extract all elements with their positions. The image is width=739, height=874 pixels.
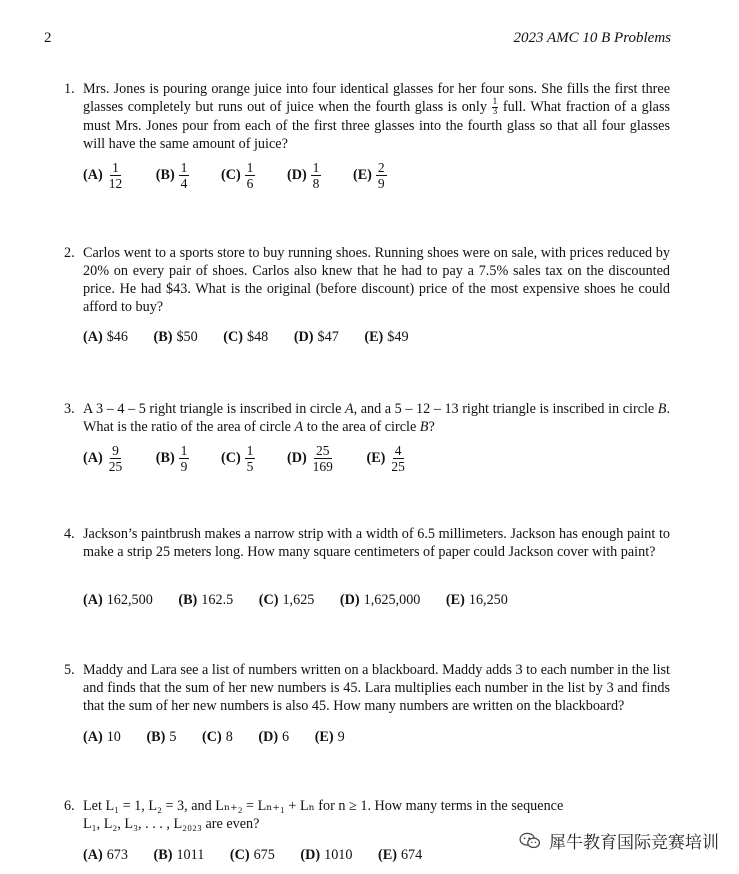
- choice-a: (A) 162,500: [83, 592, 153, 608]
- choice-a: (A) 10: [83, 729, 121, 745]
- problem-number: 2.: [64, 245, 75, 261]
- choice-a: (A) $\frac{9}{25}$: [83, 443, 123, 474]
- choice-e: (E) $\frac{2}{9}$: [352, 160, 385, 191]
- problem-text: Maddy and Lara see a list of numbers written on a blackboard. Maddy adds 3 to each number in the list and finds that the sum of her new numbers is 45. Lara multiplies each number in the list by 3 and finds that the sum of her new numbers is also 45. How many numbers are written on the blackboard?: [83, 662, 670, 714]
- problem-number: 5.: [64, 662, 75, 678]
- choice-a: (A) $46: [83, 329, 128, 345]
- problem-text: Mrs. Jones is pouring orange juice into four identical glasses for her four sons. She fills the first three glasses completely but runs out of juice when the fourth glass is only $\frac{1}{3}$ full. What fraction of a glass must Mrs. Jones pour from each of the first three glasses into the fourth glass so that all four glasses will have the same amount of juice?: [83, 81, 671, 153]
- choice-b: (B) $\frac{1}{9}$: [155, 443, 188, 474]
- choice-c: (C) $48: [223, 329, 269, 345]
- choice-c: (C) 675: [229, 847, 275, 863]
- choice-b: (B) 5: [146, 729, 177, 745]
- choice-e: (E) $49: [364, 329, 409, 345]
- problem-text: Let L₁ = 1, L₂ = 3, and Lₙ₊₂ = Lₙ₊₁ + Lₙ for n ≥ 1. How many terms in the sequence L₁, L₂, L₃, . . . , L₂₀₂₃ are even?: [83, 798, 564, 832]
- problem-text: Carlos went to a sports store to buy running shoes. Running shoes were on sale, with prices reduced by 20% on every pair of shoes. Carlos also knew that he had to pay a 7.5% sales tax on the discounted price. He had $43. What is the original (before discount) price of the most expensive shoes he could afford to buy?: [83, 245, 670, 315]
- choice-b: (B) $\frac{1}{4}$: [155, 160, 188, 191]
- choice-e: (E) $\frac{4}{25}$: [366, 443, 405, 474]
- choice-a: (A) 673: [83, 847, 128, 863]
- choice-d: (D) $\frac{25}{169}$: [286, 443, 333, 474]
- problem-number: 3.: [64, 401, 75, 417]
- page-number: 2: [44, 30, 52, 46]
- choice-e: (E) 16,250: [445, 592, 508, 608]
- problem-number: 1.: [64, 81, 75, 97]
- problem-text: A 3 – 4 – 5 right triangle is inscribed in circle A, and a 5 – 12 – 13 right triangle is inscribed in circle B. What is the ratio of the area of circle A to the area of circle B?: [83, 401, 670, 435]
- choice-b: (B) $50: [153, 329, 198, 345]
- choice-e: (E) 9: [314, 729, 345, 745]
- choice-c: (C) $\frac{1}{5}$: [220, 443, 254, 474]
- answer-choices-1: [83, 160, 415, 191]
- answer-choices-3: [83, 443, 435, 474]
- problem-2: [64, 244, 670, 316]
- problem-3: [64, 400, 670, 436]
- choice-a: (A) $\frac{1}{12}$: [83, 160, 123, 191]
- inline-fraction: $\frac{1}{3}$: [492, 97, 498, 118]
- choice-d: (D) 1,625,000: [339, 592, 421, 608]
- choice-d: (D) $47: [293, 329, 339, 345]
- choice-b: (B) 162.5: [178, 592, 234, 608]
- page-header-title: 2023 AMC 10 B Problems: [513, 30, 671, 46]
- problem-number: 4.: [64, 526, 75, 542]
- watermark-text: 犀牛教育国际竞赛培训: [549, 833, 719, 853]
- answer-choices-4: [83, 592, 530, 609]
- answer-choices-2: [83, 329, 431, 346]
- choice-c: (C) $\frac{1}{6}$: [220, 160, 254, 191]
- watermark: [519, 828, 719, 853]
- choice-c: (C) 8: [202, 729, 233, 745]
- answer-choices-6: [83, 847, 444, 864]
- choice-d: (D) $\frac{1}{8}$: [286, 160, 320, 191]
- choice-b: (B) 1011: [153, 847, 205, 863]
- problem-text: Jackson’s paintbrush makes a narrow strip with a width of 6.5 millimeters. Jackson has enough paint to make a strip 25 meters long. How many square centimeters of paper could Jackson cover with paint?: [83, 526, 670, 560]
- wechat-icon: [519, 832, 541, 850]
- choice-d: (D) 6: [258, 729, 290, 745]
- choice-e: (E) 674: [378, 847, 423, 863]
- problem-5: [64, 661, 670, 715]
- problem-1: [64, 80, 670, 153]
- choice-c: (C) 1,625: [258, 592, 315, 608]
- choice-d: (D) 1010: [300, 847, 353, 863]
- answer-choices-5: [83, 729, 367, 746]
- problem-number: 6.: [64, 798, 75, 814]
- problem-4: [64, 525, 670, 561]
